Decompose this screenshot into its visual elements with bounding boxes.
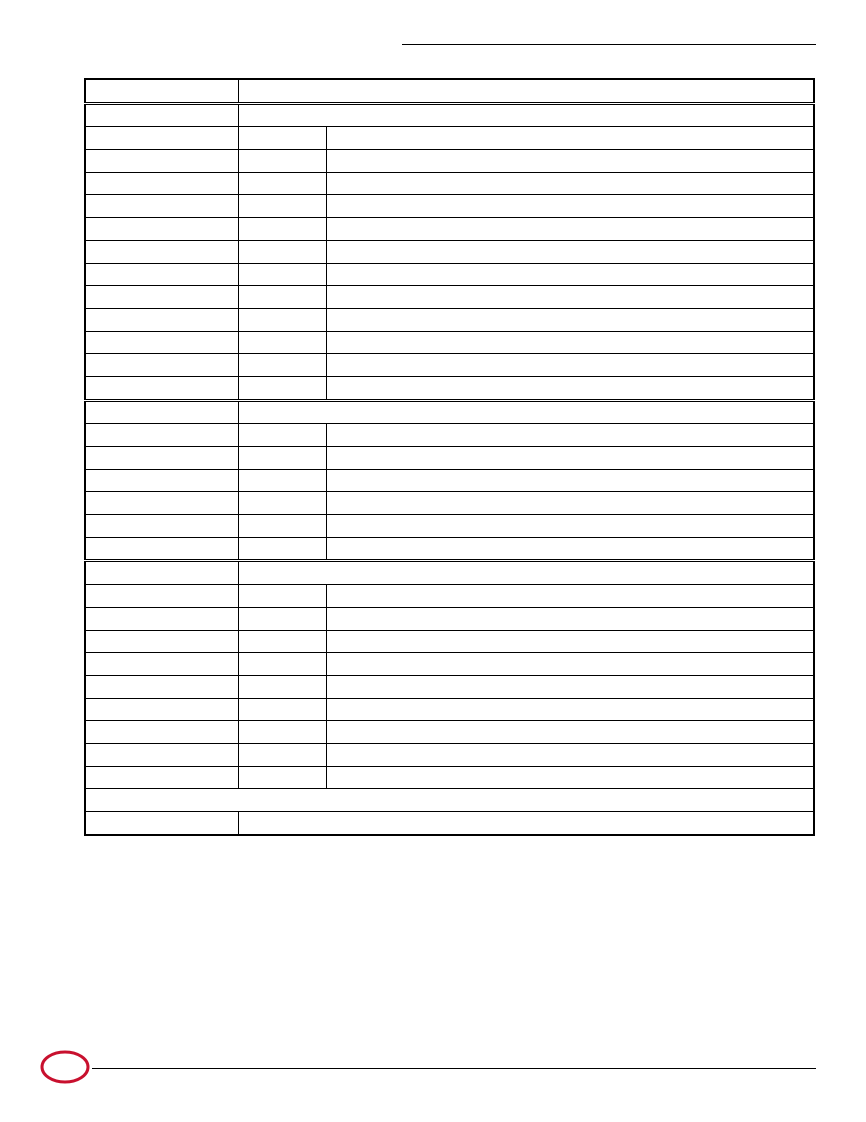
- table-row: [85, 447, 814, 470]
- pin-description: [326, 263, 814, 286]
- pin-description: [326, 515, 814, 538]
- pin-description: [326, 150, 814, 173]
- footer-rule: [92, 1068, 816, 1069]
- table-row: [85, 698, 814, 721]
- pin-id: [238, 218, 326, 241]
- pin-id: [238, 195, 326, 218]
- wire-color: [85, 172, 238, 195]
- pin-description: [326, 630, 814, 653]
- pin-id: [238, 630, 326, 653]
- pin-id: [238, 469, 326, 492]
- pin-description: [326, 424, 814, 447]
- pin-id: [238, 376, 326, 400]
- pin-id: [238, 721, 326, 744]
- section-header-row: [85, 79, 814, 103]
- pin-description: [326, 447, 814, 470]
- table-row: [85, 172, 814, 195]
- wire-color: [85, 150, 238, 173]
- pin-description: [326, 469, 814, 492]
- wire-color: [85, 766, 238, 789]
- pin-id: [238, 585, 326, 608]
- table-row: [85, 469, 814, 492]
- pin-id: [238, 698, 326, 721]
- footnote: [85, 789, 814, 812]
- pin-id: [238, 607, 326, 630]
- table-row: [85, 607, 814, 630]
- wire-color: [85, 537, 238, 561]
- wire-color: [85, 195, 238, 218]
- section-header-row: [85, 400, 814, 424]
- table-row: [85, 424, 814, 447]
- table-body: [85, 79, 814, 835]
- wire-color: [85, 263, 238, 286]
- section-header-row: [85, 812, 814, 835]
- pin-id: [238, 150, 326, 173]
- wire-color: [85, 743, 238, 766]
- table-row: [85, 766, 814, 789]
- connector-description: [238, 103, 814, 127]
- table-row: [85, 585, 814, 608]
- table-row: [85, 721, 814, 744]
- connector-id: [85, 400, 238, 424]
- connector-id: [85, 79, 238, 103]
- pin-id: [238, 263, 326, 286]
- pin-id: [238, 424, 326, 447]
- pin-description: [326, 537, 814, 561]
- pin-description: [326, 766, 814, 789]
- table-row: [85, 263, 814, 286]
- wire-color: [85, 653, 238, 676]
- pin-description: [326, 354, 814, 377]
- table-row: [85, 286, 814, 309]
- header-rule: [402, 44, 816, 45]
- connector-id: [85, 561, 238, 585]
- wire-color: [85, 308, 238, 331]
- pin-description: [326, 308, 814, 331]
- table-row: [85, 127, 814, 150]
- pin-id: [238, 515, 326, 538]
- pin-description: [326, 172, 814, 195]
- connector-id: [85, 812, 238, 835]
- table-row: [85, 653, 814, 676]
- pin-description: [326, 721, 814, 744]
- pin-description: [326, 195, 814, 218]
- pin-description: [326, 698, 814, 721]
- pin-id: [238, 172, 326, 195]
- connector-description: [238, 812, 814, 835]
- table-row: [85, 331, 814, 354]
- table-row: [85, 492, 814, 515]
- table-row: [85, 537, 814, 561]
- pin-description: [326, 376, 814, 400]
- wire-color: [85, 698, 238, 721]
- pin-description: [326, 240, 814, 263]
- connector-description: [238, 400, 814, 424]
- pin-description: [326, 218, 814, 241]
- wire-color: [85, 331, 238, 354]
- pin-id: [238, 240, 326, 263]
- pin-id: [238, 653, 326, 676]
- wire-color: [85, 424, 238, 447]
- wire-color: [85, 630, 238, 653]
- connector-description: [238, 561, 814, 585]
- section-header-row: [85, 561, 814, 585]
- pin-description: [326, 492, 814, 515]
- section-header-row: [85, 103, 814, 127]
- wire-color: [85, 492, 238, 515]
- note-row: [85, 789, 814, 812]
- wire-color: [85, 675, 238, 698]
- table-row: [85, 354, 814, 377]
- pin-description: [326, 653, 814, 676]
- pin-id: [238, 447, 326, 470]
- pin-description: [326, 286, 814, 309]
- table-row: [85, 240, 814, 263]
- pin-id: [238, 331, 326, 354]
- table-row: [85, 630, 814, 653]
- pin-id: [238, 766, 326, 789]
- pin-id: [238, 492, 326, 515]
- pin-description: [326, 585, 814, 608]
- table-row: [85, 675, 814, 698]
- table-row: [85, 515, 814, 538]
- pin-description: [326, 331, 814, 354]
- pin-id: [238, 537, 326, 561]
- wire-color: [85, 376, 238, 400]
- connector-id: [85, 103, 238, 127]
- wire-color: [85, 354, 238, 377]
- wire-color: [85, 721, 238, 744]
- table-row: [85, 195, 814, 218]
- table-row: [85, 743, 814, 766]
- pin-description: [326, 743, 814, 766]
- electrical-connections-table: [84, 78, 815, 836]
- wire-color: [85, 218, 238, 241]
- wire-color: [85, 469, 238, 492]
- mec-logo: [40, 1050, 90, 1084]
- pin-id: [238, 127, 326, 150]
- pin-description: [326, 675, 814, 698]
- pin-id: [238, 286, 326, 309]
- connector-description: [238, 79, 814, 103]
- pin-id: [238, 308, 326, 331]
- wire-color: [85, 127, 238, 150]
- wire-color: [85, 607, 238, 630]
- wire-color: [85, 447, 238, 470]
- pin-description: [326, 127, 814, 150]
- pin-id: [238, 354, 326, 377]
- table-row: [85, 150, 814, 173]
- pin-id: [238, 675, 326, 698]
- wire-color: [85, 515, 238, 538]
- pin-id: [238, 743, 326, 766]
- pin-description: [326, 607, 814, 630]
- wire-color: [85, 286, 238, 309]
- table-row: [85, 218, 814, 241]
- table-row: [85, 376, 814, 400]
- table-row: [85, 308, 814, 331]
- wire-color: [85, 240, 238, 263]
- wire-color: [85, 585, 238, 608]
